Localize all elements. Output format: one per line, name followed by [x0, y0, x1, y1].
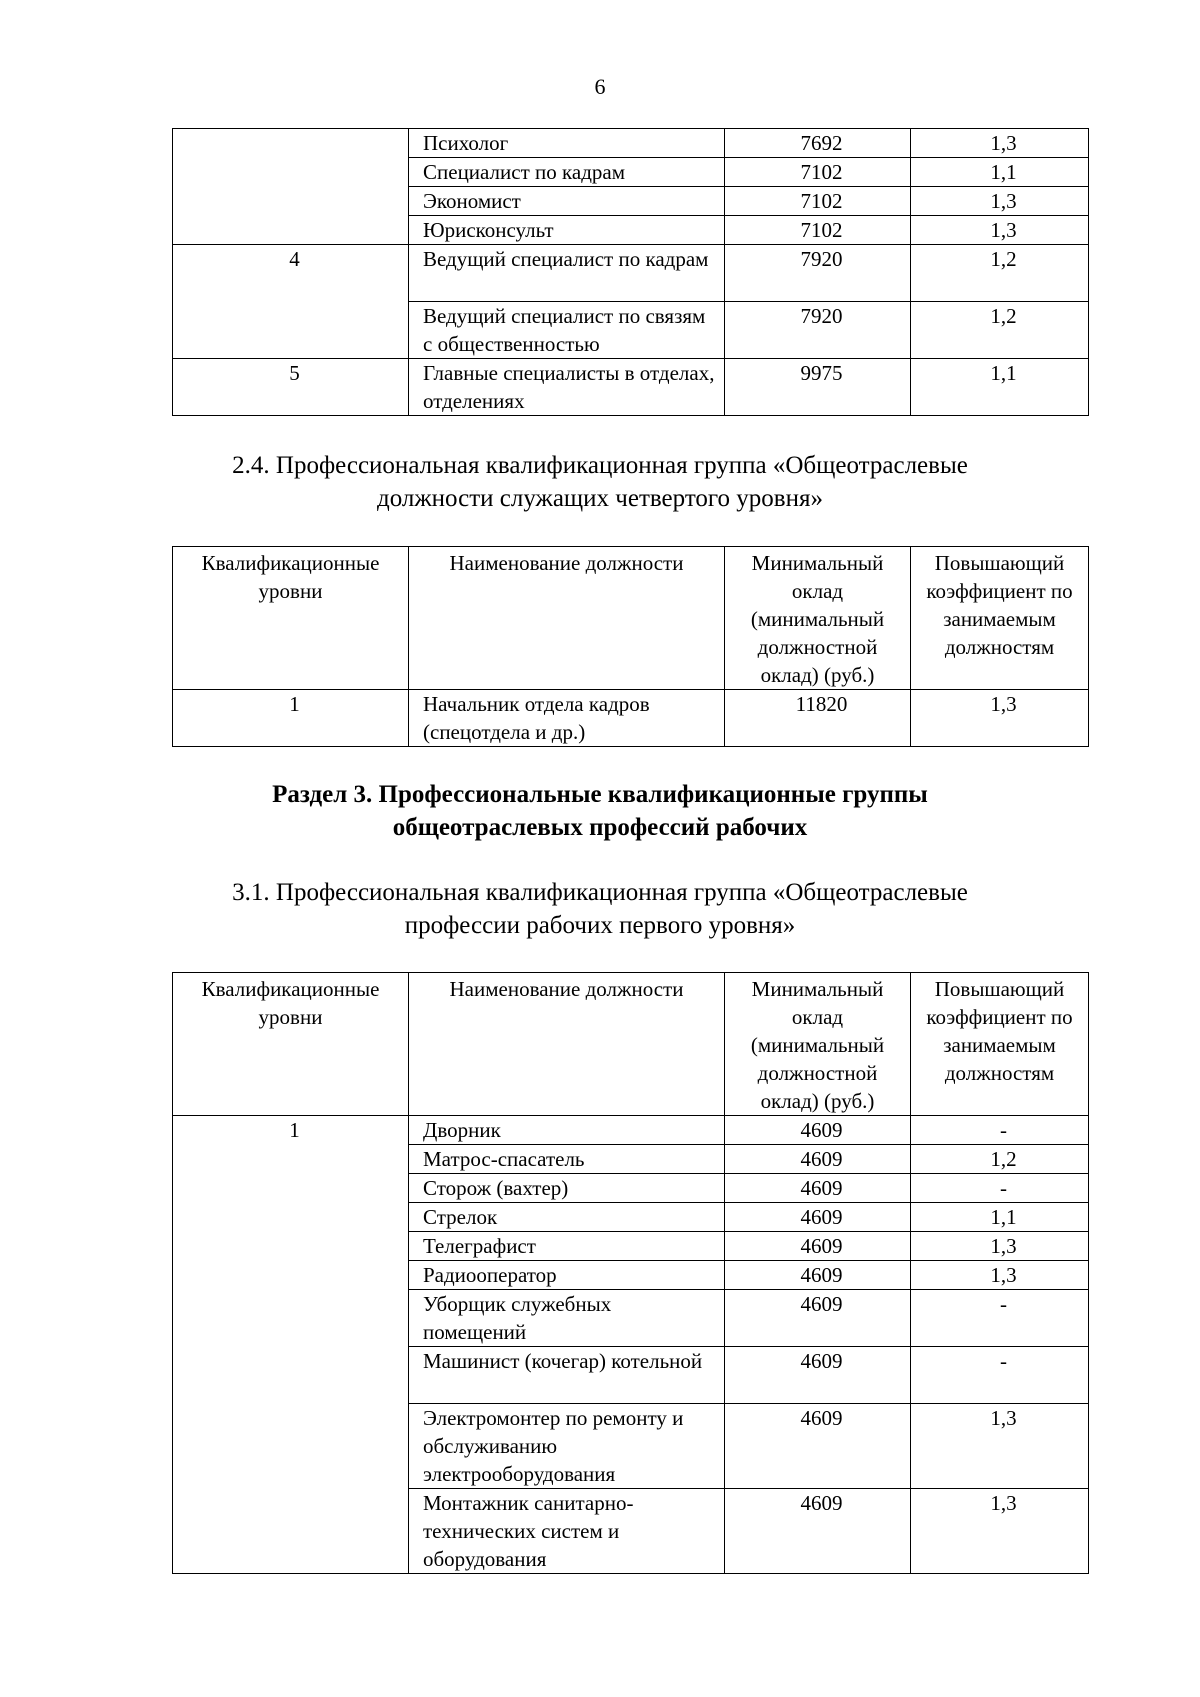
position-name-cell: Юрисконсульт [409, 216, 725, 245]
table-row [173, 359, 1089, 416]
level-cell: 4 [173, 245, 409, 359]
level-cell [173, 129, 409, 245]
position-name-cell: Начальник отдела кадров (спецотдела и др.) [409, 690, 725, 747]
level-cell: 1 [173, 690, 409, 747]
heading-line: общеотраслевых профессий рабочих [392, 814, 808, 841]
table-header-row [173, 973, 1089, 1116]
salary-cell: 9975 [725, 359, 911, 416]
coefficient-cell: - [911, 1174, 1089, 1203]
table-row [173, 690, 1089, 747]
header-levels: Квалификационные уровни [173, 547, 409, 690]
salary-cell: 4609 [725, 1290, 911, 1347]
header-position-name: Наименование должности [409, 547, 725, 690]
salary-cell: 4609 [725, 1145, 911, 1174]
salary-cell: 4609 [725, 1116, 911, 1145]
table-2-4 [172, 546, 1089, 747]
salary-cell: 7920 [725, 245, 911, 302]
heading-line: 3.1. Профессиональная квалификационная группа «Общеотраслевые [232, 879, 968, 906]
position-name-cell: Главные специалисты в отделах, отделениях [409, 359, 725, 416]
position-name-cell: Машинист (кочегар) котельной [409, 1347, 725, 1404]
salary-cell: 4609 [725, 1404, 911, 1489]
table-row [173, 1116, 1089, 1145]
section-2-4-heading [0, 449, 1200, 515]
coefficient-cell: 1,2 [911, 302, 1089, 359]
position-name-cell: Ведущий специалист по кадрам [409, 245, 725, 302]
salary-cell: 4609 [725, 1347, 911, 1404]
coefficient-cell: - [911, 1116, 1089, 1145]
coefficient-cell: 1,3 [911, 129, 1089, 158]
salary-cell: 4609 [725, 1203, 911, 1232]
coefficient-cell: 1,2 [911, 245, 1089, 302]
coefficient-cell: 1,3 [911, 1489, 1089, 1574]
position-name-cell: Монтажник санитарно-технических систем и оборудования [409, 1489, 725, 1574]
salary-cell: 7920 [725, 302, 911, 359]
position-name-cell: Ведущий специалист по связям с общественностью [409, 302, 725, 359]
position-name-cell: Сторож (вахтер) [409, 1174, 725, 1203]
header-levels: Квалификационные уровни [173, 973, 409, 1116]
position-name-cell: Телеграфист [409, 1232, 725, 1261]
position-name-cell: Электромонтер по ремонту и обслуживанию электрооборудования [409, 1404, 725, 1489]
coefficient-cell: 1,1 [911, 158, 1089, 187]
position-name-cell: Матрос-спасатель [409, 1145, 725, 1174]
heading-line: 2.4. Профессиональная квалификационная группа «Общеотраслевые [232, 452, 968, 479]
coefficient-cell: 1,3 [911, 1404, 1089, 1489]
position-name-cell: Психолог [409, 129, 725, 158]
position-name-cell: Специалист по кадрам [409, 158, 725, 187]
table-row [173, 245, 1089, 302]
page-number: 6 [594, 74, 606, 99]
header-min-salary: Минимальный оклад (минимальный должностной оклад) (руб.) [725, 547, 911, 690]
heading-line: должности служащих четвертого уровня» [377, 485, 823, 512]
coefficient-cell: 1,3 [911, 216, 1089, 245]
coefficient-cell: - [911, 1290, 1089, 1347]
salary-cell: 7692 [725, 129, 911, 158]
coefficient-cell: 1,1 [911, 359, 1089, 416]
position-name-cell: Экономист [409, 187, 725, 216]
salary-cell: 4609 [725, 1489, 911, 1574]
coefficient-cell: 1,2 [911, 1145, 1089, 1174]
coefficient-cell: 1,3 [911, 187, 1089, 216]
header-coefficient: Повышающий коэффициент по занимаемым должностям [911, 547, 1089, 690]
level-cell: 1 [173, 1116, 409, 1574]
header-coefficient: Повышающий коэффициент по занимаемым должностям [911, 973, 1089, 1116]
position-name-cell: Дворник [409, 1116, 725, 1145]
table-3-1 [172, 972, 1089, 1574]
coefficient-cell: - [911, 1347, 1089, 1404]
section-3-1-heading [0, 876, 1200, 942]
position-name-cell: Радиооператор [409, 1261, 725, 1290]
coefficient-cell: 1,1 [911, 1203, 1089, 1232]
coefficient-cell: 1,3 [911, 690, 1089, 747]
salary-cell: 7102 [725, 187, 911, 216]
header-position-name: Наименование должности [409, 973, 725, 1116]
heading-line: профессии рабочих первого уровня» [404, 912, 796, 939]
coefficient-cell: 1,3 [911, 1261, 1089, 1290]
table-header-row [173, 547, 1089, 690]
salary-cell: 7102 [725, 216, 911, 245]
salary-cell: 7102 [725, 158, 911, 187]
header-min-salary: Минимальный оклад (минимальный должностной оклад) (руб.) [725, 973, 911, 1116]
table-row [173, 129, 1089, 158]
position-name-cell: Стрелок [409, 1203, 725, 1232]
level-cell: 5 [173, 359, 409, 416]
heading-line: Раздел 3. Профессиональные квалификационные группы [272, 781, 928, 808]
table-top-continuation [172, 128, 1089, 416]
salary-cell: 11820 [725, 690, 911, 747]
salary-cell: 4609 [725, 1232, 911, 1261]
coefficient-cell: 1,3 [911, 1232, 1089, 1261]
salary-cell: 4609 [725, 1174, 911, 1203]
position-name-cell: Уборщик служебных помещений [409, 1290, 725, 1347]
salary-cell: 4609 [725, 1261, 911, 1290]
section-3-heading [0, 778, 1200, 844]
